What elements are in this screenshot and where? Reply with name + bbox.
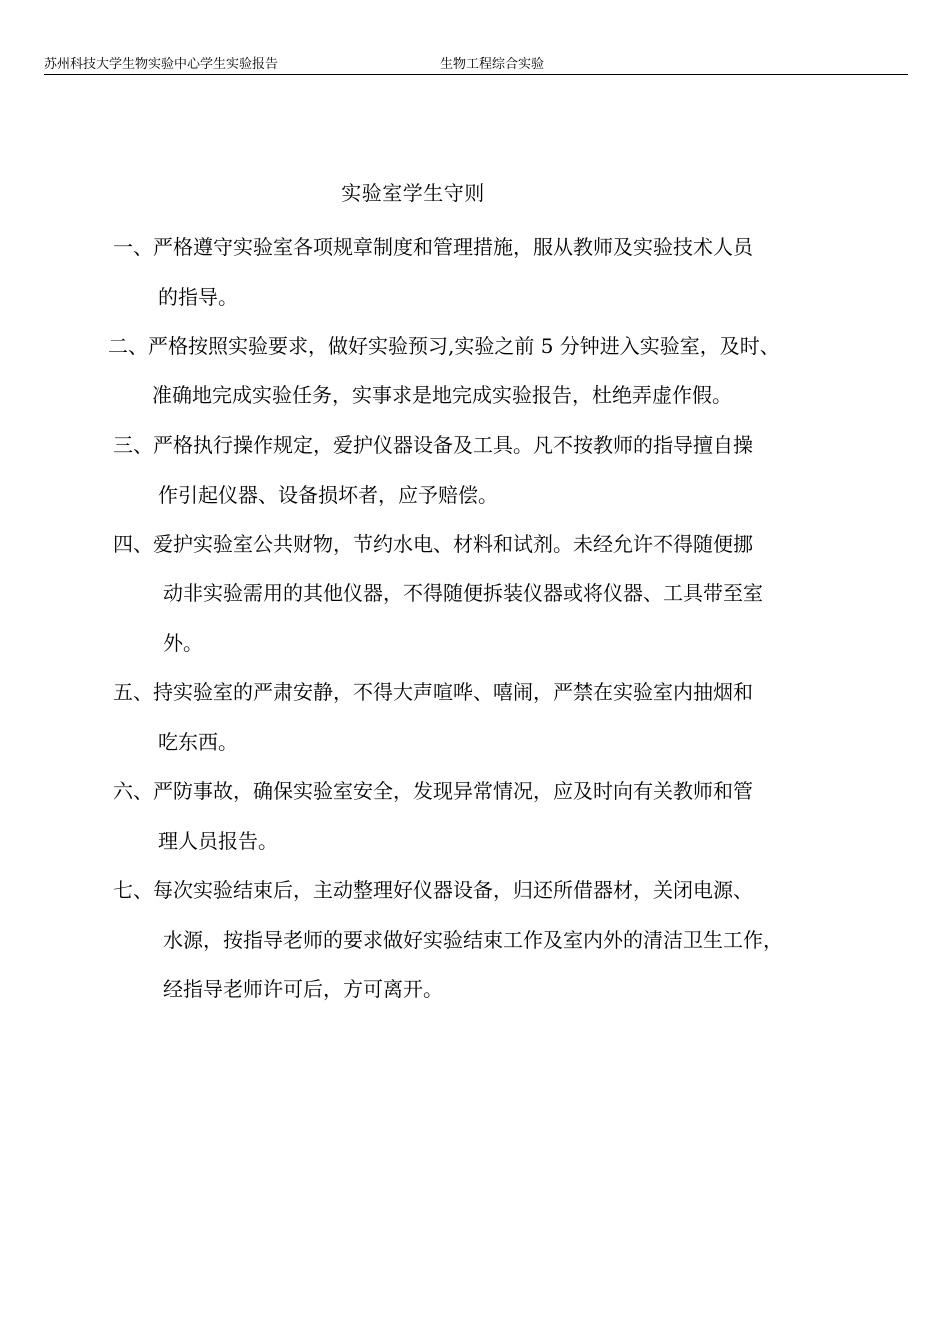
rule-line: 动非实验需用的其他仪器，不得随便拆装仪器或将仪器、工具带至室 bbox=[163, 581, 763, 605]
page-header bbox=[44, 56, 908, 74]
rule-line: 三、严格执行操作规定，爱护仪器设备及工具。凡不按教师的指导擅自操 bbox=[113, 433, 753, 457]
rule-line: 水源，按指导老师的要求做好实验结束工作及室内外的清洁卫生工作， bbox=[163, 928, 783, 952]
rule-line: 四、爱护实验室公共财物，节约水电、材料和试剂。未经允许不得随便挪 bbox=[113, 532, 753, 556]
rule-line: 外。 bbox=[163, 631, 203, 655]
rule-line: 吃东西。 bbox=[158, 730, 238, 754]
rule-line: 理人员报告。 bbox=[158, 829, 278, 853]
rule-line: 的指导。 bbox=[158, 285, 238, 309]
rule-line: 作引起仪器、设备损坏者，应予赔偿。 bbox=[158, 483, 498, 507]
header-course-text: 生物工程综合实验 bbox=[440, 57, 545, 72]
rule-line: 准确地完成实验任务，实事求是地完成实验报告，杜绝弄虚作假。 bbox=[152, 383, 732, 407]
document-title: 实验室学生守则 bbox=[341, 181, 485, 205]
rule-line: 七、每次实验结束后，主动整理好仪器设备，归还所借器材，关闭电源、 bbox=[113, 878, 753, 902]
rule-line: 经指导老师许可后，方可离开。 bbox=[163, 977, 443, 1001]
rule-line: 一、严格遵守实验室各项规章制度和管理措施，服从教师及实验技术人员 bbox=[113, 235, 753, 259]
rule-line: 二、严格按照实验要求，做好实验预习,实验之前 5 分钟进入实验室，及时、 bbox=[108, 334, 780, 358]
header-divider bbox=[44, 74, 908, 75]
rule-line: 六、严防事故，确保实验室安全，发现异常情况，应及时向有关教师和管 bbox=[113, 779, 753, 803]
header-institution-text: 苏州科技大学生物实验中心学生实验报告 bbox=[44, 57, 279, 72]
rule-line: 五、持实验室的严肃安静，不得大声喧哗、嘻闹，严禁在实验室内抽烟和 bbox=[113, 680, 753, 704]
